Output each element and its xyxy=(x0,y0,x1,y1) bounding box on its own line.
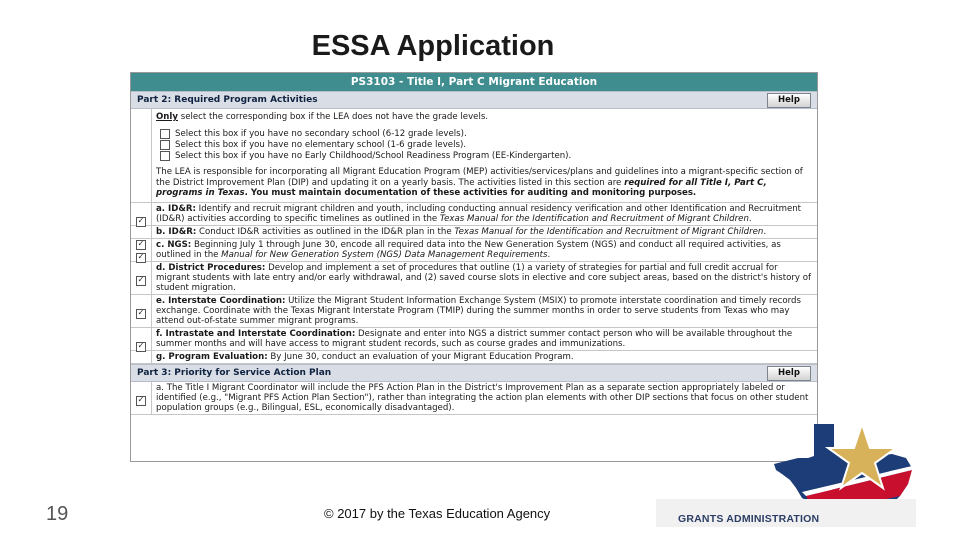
intro-body xyxy=(152,109,817,202)
grade-option-row xyxy=(160,150,813,161)
activity-text xyxy=(152,262,817,294)
activity-tail: . xyxy=(748,213,752,224)
activity-lead: g. Program Evaluation: xyxy=(156,351,268,362)
activity-row xyxy=(131,226,817,239)
checkbox-empty-icon[interactable] xyxy=(160,140,170,150)
activity-lead: d. District Procedures: xyxy=(156,262,266,273)
part2-title: Part 2: Required Program Activities xyxy=(137,95,318,105)
activity-tail: . xyxy=(547,249,551,260)
part2-help-button[interactable]: Help xyxy=(767,93,811,108)
grade-option-label: Select this box if you have no secondary school (6-12 grade levels). xyxy=(175,128,467,139)
activity-body: Utilize the Migrant Student Information Exchange System (MSIX) to promote interstate coordination and timely records exchange. Coordinate with the Texas Migrant Interstate Program (TMIP) during the summer months in order to serve students from Texas who may attend out-of-state summer migrant programs. xyxy=(156,295,801,326)
activity-row xyxy=(131,295,817,328)
activity-body: Identify and recruit migrant children and youth, including conducting annual residency verification and other Identification and Recruitment (ID&R) activities according to specific timelines as outlined in the xyxy=(156,203,802,224)
copyright-text: © 2017 by the Texas Education Agency xyxy=(324,506,551,521)
para-italic: required for all Title I, Part C, programs in Texas xyxy=(156,177,767,198)
activity-italic: Texas Manual for the Identification and Recruitment of Migrant Children xyxy=(454,226,764,237)
checkbox-checked-icon[interactable] xyxy=(136,309,146,319)
only-rest: select the corresponding box if the LEA does not have the grade levels. xyxy=(177,112,489,122)
activity-row xyxy=(131,239,817,262)
activity-lead: b. ID&R: xyxy=(156,226,197,237)
only-keyword: Only xyxy=(156,112,178,122)
activity-text xyxy=(152,239,817,261)
form-header: PS3103 - Title I, Part C Migrant Education xyxy=(131,73,817,91)
para-plain: The LEA is responsible for incorporating all Migrant Education Program (MEP) activities/services/plans and guidelines into a migrant-specific section of the District Improvement Plan (DIP) and updating it on a yearly basis. The activities listed in this section are xyxy=(156,167,803,188)
activity-lead: c. NGS: xyxy=(156,239,192,250)
checkbox-checked-icon[interactable] xyxy=(136,276,146,286)
activity-row xyxy=(131,382,817,415)
activity-lead: f. Intrastate and Interstate Coordination: xyxy=(156,328,356,339)
checkbox-empty-icon[interactable] xyxy=(160,129,170,139)
checkbox-checked-icon[interactable] xyxy=(136,396,146,406)
activity-body: Designate and enter into NGS a district summer contact person who will be available throughout the summer months and will have access to migrant student records, such as course grades and immunizations. xyxy=(156,328,793,349)
activity-body: Develop and implement a set of procedures that outline (1) a variety of strategies for partial and full credit accrual for migrant students with late entry and/or early withdrawal, and (2) saved course slots in elective and core subject areas, based on the district's history of student migration. xyxy=(156,262,811,293)
activity-gutter xyxy=(131,351,152,363)
para-bold: . You must maintain documentation of these activities for auditing and monitoring purposes. xyxy=(244,188,697,198)
activity-lead: e. Interstate Coordination: xyxy=(156,295,286,306)
checkbox-empty-icon[interactable] xyxy=(160,151,170,161)
activity-italic: Texas Manual for the Identification and Recruitment of Migrant Children xyxy=(439,213,749,224)
part3-activity-list xyxy=(131,382,817,415)
activity-row xyxy=(131,351,817,364)
intro-gutter xyxy=(131,109,152,202)
activity-gutter xyxy=(131,239,152,261)
grade-option-label: Select this box if you have no Early Childhood/School Readiness Program (EE-Kindergarten). xyxy=(175,150,572,161)
activity-gutter xyxy=(131,328,152,350)
part3-title: Part 3: Priority for Service Action Plan xyxy=(137,367,332,378)
activity-text xyxy=(152,382,817,414)
activity-list xyxy=(131,203,817,364)
activity-text xyxy=(152,328,817,350)
brand-text: GRANTS ADMINISTRATION xyxy=(678,513,820,525)
activity-italic: Manual for New Generation System (NGS) Data Management Requirements xyxy=(221,249,548,260)
page-number: 19 xyxy=(46,503,69,525)
activity-body: By June 30, conduct an evaluation of your Migrant Education Program. xyxy=(267,351,574,362)
activity-gutter xyxy=(131,226,152,238)
activity-gutter xyxy=(131,262,152,294)
activity-gutter xyxy=(131,203,152,225)
activity-row xyxy=(131,262,817,295)
grade-level-options xyxy=(156,128,813,161)
activity-tail: . xyxy=(763,226,767,237)
activity-body: a. The Title I Migrant Coordinator will include the PFS Action Plan in the District's Improvement Plan as a separate section appropriately labeled or identified (e.g., "Migrant PFS Action Plan Section"), rather than integrating the action plan elements with other DIP sections that focus on other student population groups (e.g., Bilingual, ESL, economically disadvantaged). xyxy=(156,382,809,413)
activity-body: Beginning July 1 through June 30, encode all required data into the New Generation System (NGS) and conduct all required activities, as outlined in the xyxy=(156,239,781,260)
activity-text xyxy=(152,351,817,363)
grade-option-row xyxy=(160,139,813,150)
activity-gutter xyxy=(131,382,152,414)
form-screenshot xyxy=(130,72,818,462)
activity-gutter xyxy=(131,295,152,327)
activity-row xyxy=(131,328,817,351)
slide-title: ESSA Application xyxy=(311,30,555,62)
grade-option-label: Select this box if you have no elementary school (1-6 grade levels). xyxy=(175,139,467,150)
part2-bar xyxy=(131,91,817,109)
part3-bar xyxy=(131,364,817,382)
grade-option-row xyxy=(160,128,813,139)
part3-help-button[interactable]: Help xyxy=(767,366,811,381)
activity-row xyxy=(131,203,817,226)
activity-body: Conduct ID&R activities as outlined in the ID&R plan in the xyxy=(196,226,455,237)
responsibility-paragraph xyxy=(156,167,813,199)
only-instruction xyxy=(156,112,813,122)
activity-lead: a. ID&R: xyxy=(156,203,196,214)
activity-text xyxy=(152,295,817,327)
grants-administration-logo xyxy=(656,418,916,528)
activity-text xyxy=(152,203,817,225)
part2-intro xyxy=(131,109,817,203)
activity-text xyxy=(152,226,817,238)
